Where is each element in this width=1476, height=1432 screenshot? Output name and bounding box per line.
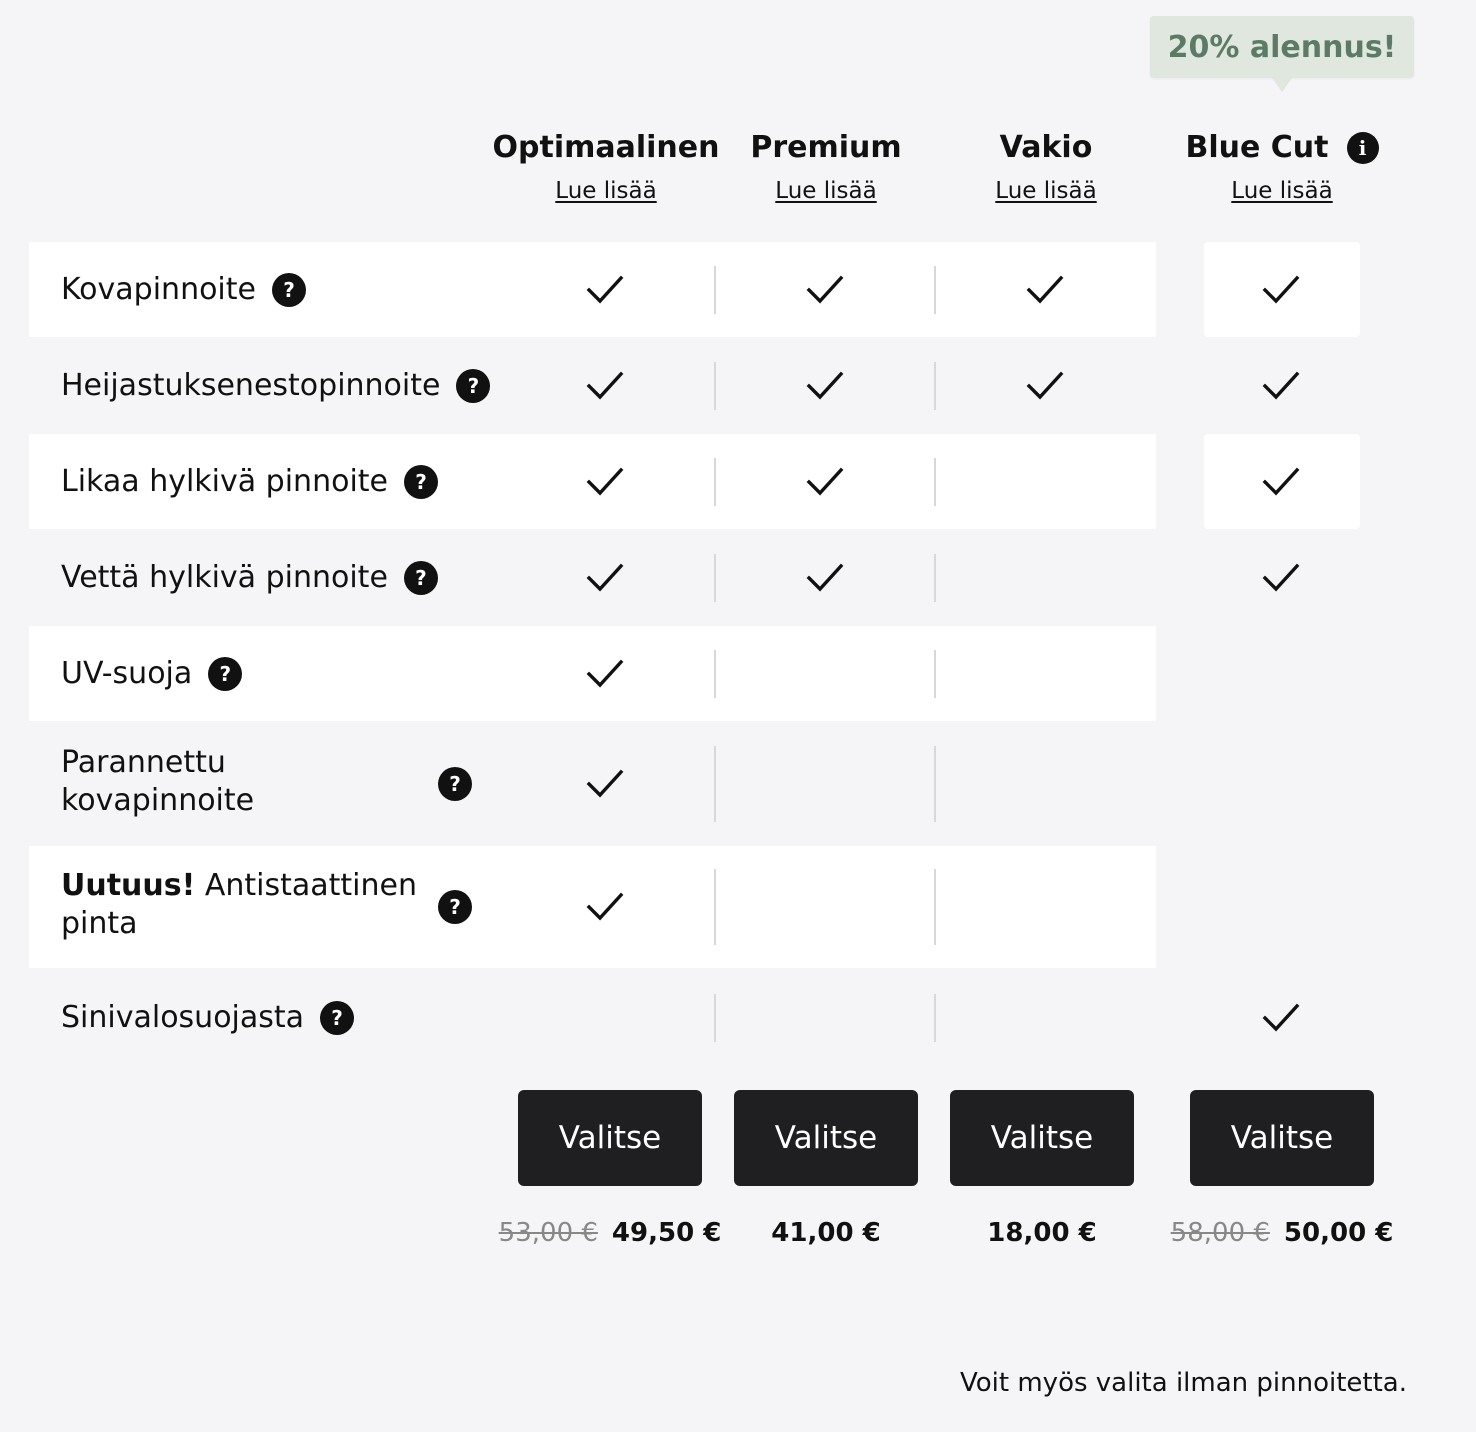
column-divider [714, 458, 716, 506]
feature-label-text: Parannettu kovapinnoite [61, 745, 255, 818]
feature-label [61, 271, 256, 309]
column-title-row [1172, 126, 1392, 170]
column-divider [714, 746, 716, 822]
select-button-optimaalinen[interactable]: Valitse [518, 1090, 702, 1186]
footer-note: Voit myös valita ilman pinnoitetta. [960, 1368, 1407, 1398]
check-icon [805, 561, 845, 595]
column-divider [934, 554, 936, 602]
feature-label-text: Likaa hylkivä pinnoite [61, 463, 388, 499]
column-header-blue-cut [1172, 126, 1392, 204]
feature-row [61, 999, 354, 1037]
column-title: Vakio [999, 130, 1093, 165]
old-price: 58,00 € [1170, 1218, 1270, 1248]
price-blue-cut [1152, 1218, 1412, 1248]
feature-row [61, 271, 306, 309]
feature-label [61, 463, 388, 501]
read-more-link[interactable]: Lue lisää [1231, 178, 1333, 204]
column-title: Blue Cut [1185, 130, 1329, 165]
column-divider [934, 362, 936, 410]
check-icon [1261, 369, 1301, 403]
check-icon [805, 273, 845, 307]
feature-label [61, 655, 192, 693]
discount-badge [1150, 16, 1414, 78]
column-divider [714, 554, 716, 602]
read-more-link[interactable]: Lue lisää [995, 178, 1097, 204]
current-price: 18,00 € [987, 1218, 1097, 1248]
column-divider [934, 458, 936, 506]
check-icon [585, 369, 625, 403]
feature-label-text: Vettä hylkivä pinnoite [61, 560, 388, 595]
column-title: Premium [750, 130, 902, 165]
current-price: 41,00 € [771, 1218, 881, 1248]
feature-row [61, 867, 461, 943]
column-divider [714, 994, 716, 1042]
info-icon[interactable]: i [1347, 132, 1379, 164]
column-title: Optimaalinen [492, 130, 720, 165]
check-icon [585, 561, 625, 595]
check-icon [805, 465, 845, 499]
feature-label [61, 867, 421, 943]
price-vakio [912, 1218, 1172, 1248]
read-more-link[interactable]: Lue lisää [555, 178, 657, 204]
help-icon[interactable]: ? [404, 561, 438, 595]
feature-label-text: Kovapinnoite [61, 271, 256, 307]
select-button-premium[interactable]: Valitse [734, 1090, 918, 1186]
column-divider [934, 869, 936, 945]
column-divider [934, 266, 936, 314]
feature-row [61, 463, 438, 501]
help-icon[interactable]: ? [320, 1001, 354, 1035]
column-divider [714, 362, 716, 410]
check-icon [585, 767, 625, 801]
check-icon [1261, 561, 1301, 595]
column-header-vakio [936, 126, 1156, 204]
column-divider [714, 869, 716, 945]
select-button-vakio[interactable]: Valitse [950, 1090, 1134, 1186]
help-icon[interactable]: ? [438, 767, 472, 801]
column-divider [934, 994, 936, 1042]
check-icon [585, 657, 625, 691]
check-icon [805, 369, 845, 403]
help-icon[interactable]: ? [272, 273, 306, 307]
check-icon [1261, 1001, 1301, 1035]
column-header-optimaalinen [492, 126, 720, 204]
column-divider [934, 650, 936, 698]
select-button-blue-cut[interactable]: Valitse [1190, 1090, 1374, 1186]
help-icon[interactable]: ? [404, 465, 438, 499]
discount-text: 20% alennus! [1167, 29, 1397, 65]
column-divider [714, 266, 716, 314]
column-divider [934, 746, 936, 822]
old-price: 53,00 € [498, 1218, 598, 1248]
current-price: 50,00 € [1283, 1218, 1394, 1248]
check-icon [585, 890, 625, 924]
feature-label-text: UV-suoja [61, 655, 193, 691]
help-icon[interactable]: ? [456, 369, 490, 403]
check-icon [585, 465, 625, 499]
feature-label [61, 744, 421, 820]
column-divider [714, 650, 716, 698]
check-icon [1261, 273, 1301, 307]
read-more-link[interactable]: Lue lisää [775, 178, 877, 204]
feature-label [61, 559, 388, 597]
column-header-premium [716, 126, 936, 204]
help-icon[interactable]: ? [208, 657, 242, 691]
feature-row [61, 559, 438, 597]
feature-row [61, 367, 490, 405]
feature-row [61, 655, 242, 693]
feature-row [61, 744, 461, 820]
check-icon [1025, 273, 1065, 307]
feature-label-text: Heijastuksenestopinnoite [61, 368, 441, 403]
check-icon [1025, 369, 1065, 403]
feature-label-text: Antistaattinen pinta [61, 868, 417, 941]
current-price: 49,50 € [611, 1218, 722, 1248]
new-tag: Uutuus! [61, 868, 196, 903]
feature-label [61, 999, 304, 1037]
check-icon [1261, 465, 1301, 499]
check-icon [585, 273, 625, 307]
help-icon[interactable]: ? [438, 890, 472, 924]
feature-label-text: Sinivalosuojasta [61, 1000, 305, 1035]
feature-label [61, 367, 440, 405]
